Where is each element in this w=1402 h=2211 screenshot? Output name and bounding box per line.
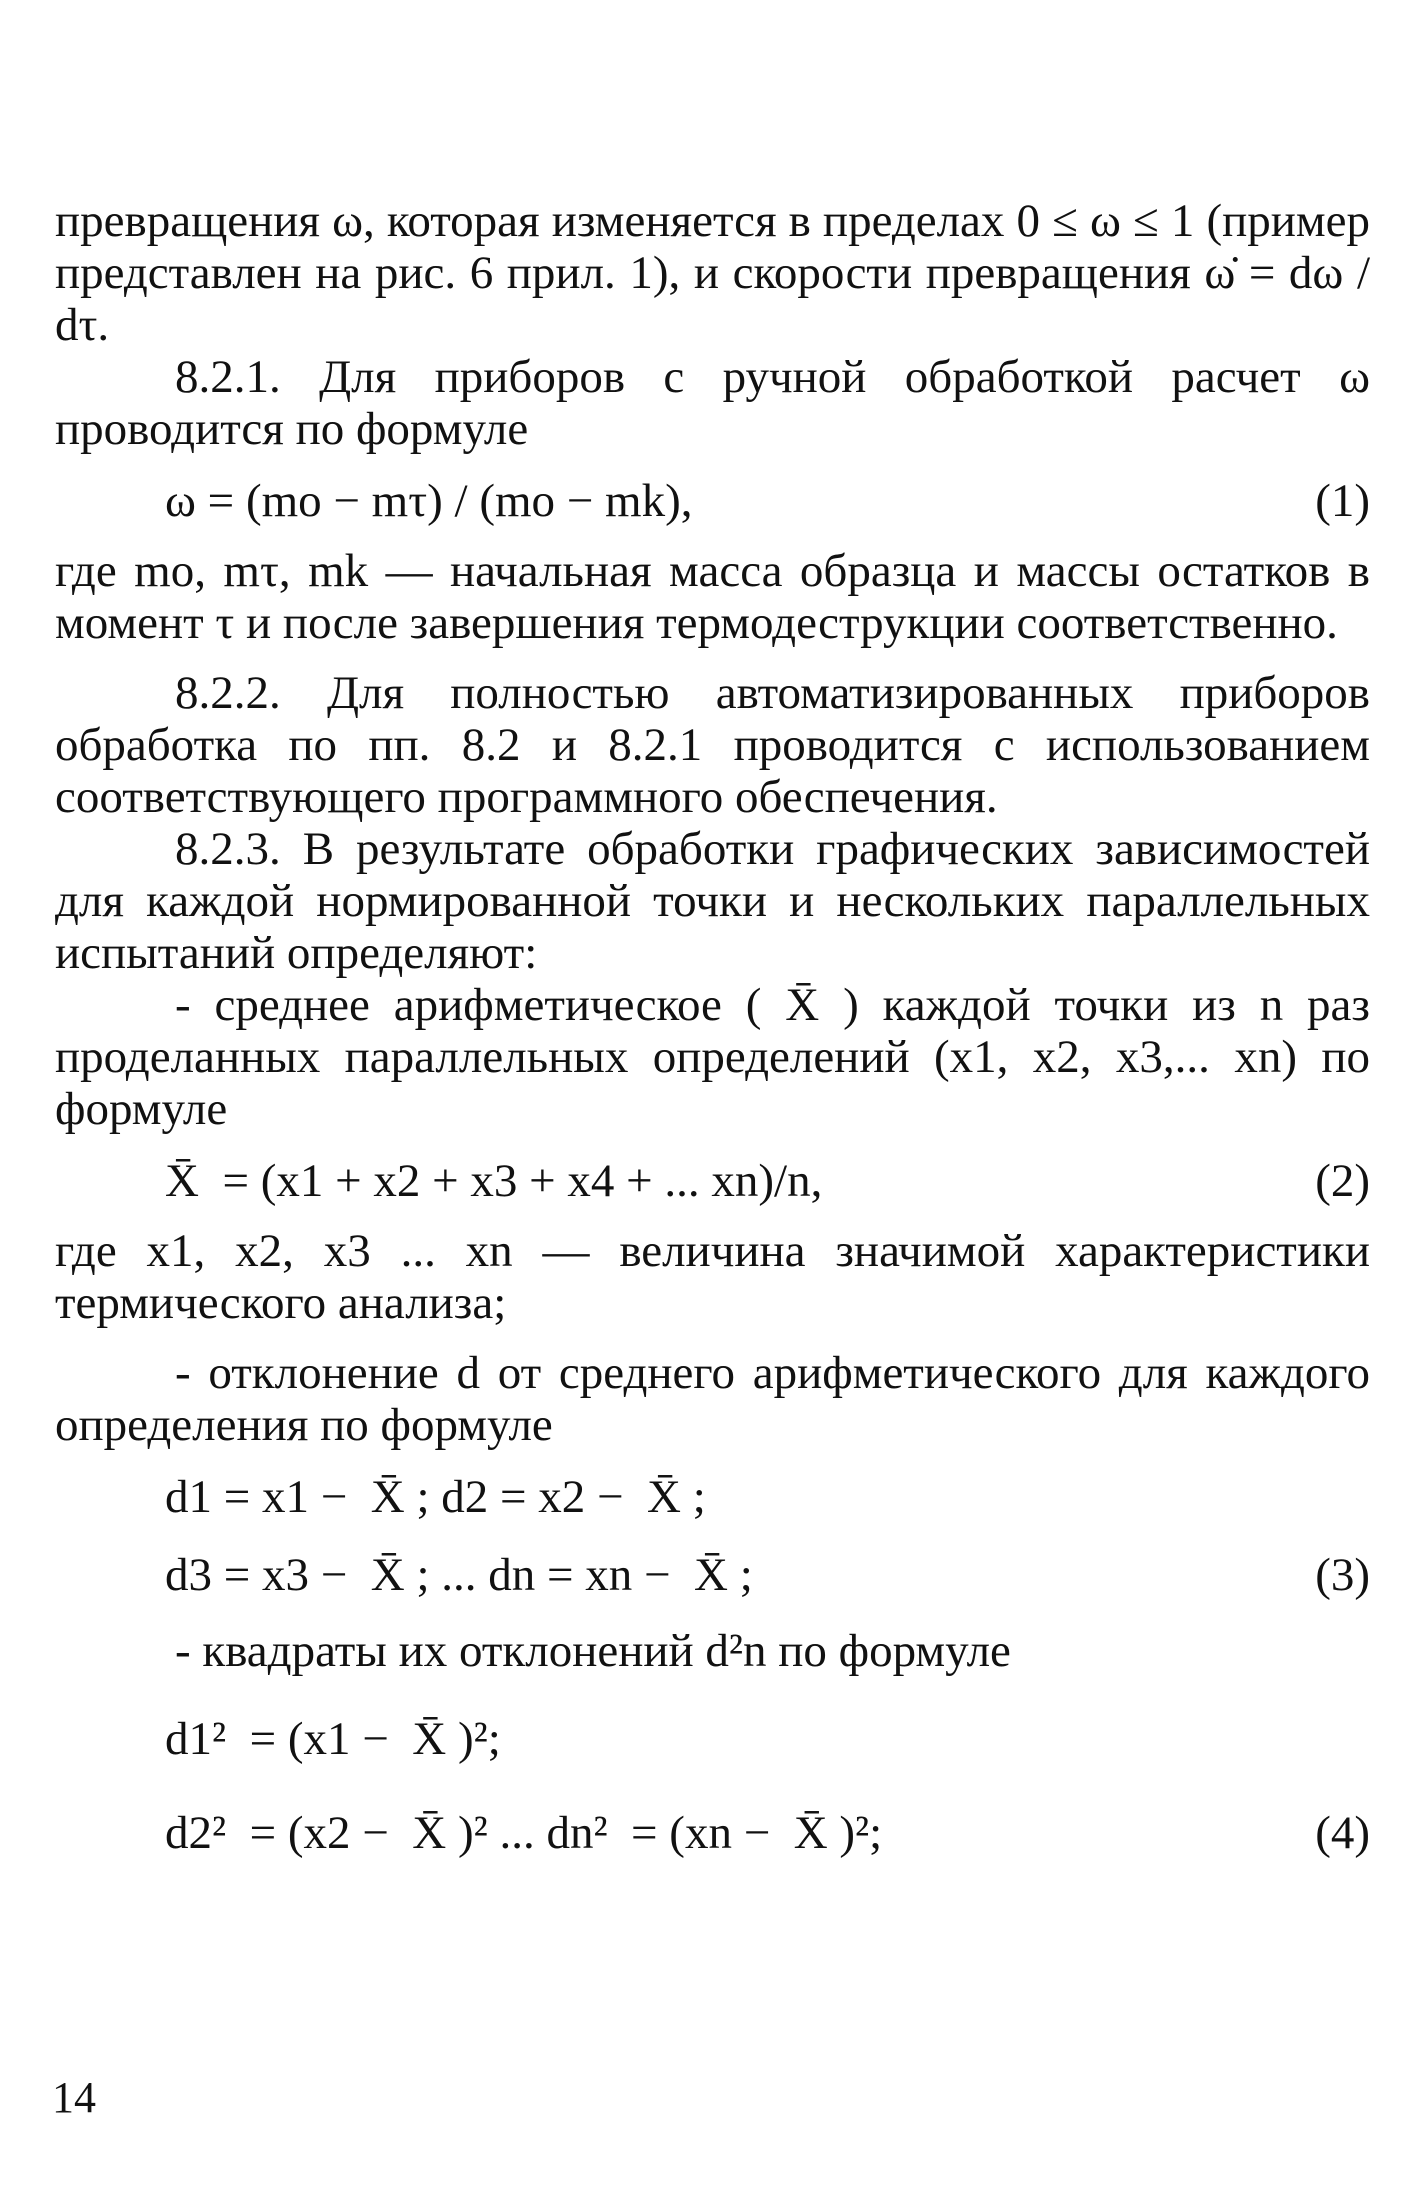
- formula-2-number: (2): [1315, 1155, 1370, 1207]
- formula-4b-expression: d2² = (x2 − X̄ )² ... dn² = (xn − X̄ )²;: [165, 1807, 883, 1859]
- document-page: [55, 195, 1370, 1877]
- formula-3-line-1: [55, 1465, 1370, 1529]
- formula-4a-expression: d1² = (x1 − X̄ )²;: [165, 1713, 501, 1765]
- paragraph-intro: превращения ω, которая изменяется в пределах 0 ≤ ω ≤ 1 (пример представлен на рис. 6 прил. 1), и скорости превращения ω̇ = dω / dτ.: [55, 195, 1370, 351]
- formula-4-line-1: [55, 1707, 1370, 1771]
- formula-3-line-2: [55, 1543, 1370, 1607]
- formula-3a-expression: d1 = x1 − X̄ ; d2 = x2 − X̄ ;: [165, 1471, 706, 1523]
- bullet-squares: - квадраты их отклонений d²n по формуле: [175, 1625, 1011, 1677]
- formula-1-number: (1): [1315, 475, 1370, 527]
- bullet-mean: - среднее арифметическое ( X̄ ) каждой точки из n раз проделанных параллельных определений (x1, x2, x3,... xn) по формуле: [55, 979, 1370, 1135]
- page-number: 14: [52, 2073, 96, 2122]
- formula-4-line-2: [55, 1801, 1370, 1865]
- formula-3b-expression: d3 = x3 − X̄ ; ... dn = xn − X̄ ;: [165, 1549, 753, 1601]
- paragraph-8-2-3: 8.2.3. В результате обработки графических зависимостей для каждой нормированной точки и нескольких параллельных испытаний определяют:: [55, 823, 1370, 979]
- formula-2: [55, 1149, 1370, 1213]
- paragraph-8-2-1: 8.2.1. Для приборов с ручной обработкой расчет ω проводится по формуле: [55, 351, 1370, 455]
- paragraph-x-definitions: где x1, x2, x3 ... xn — величина значимой характеристики термического анализа;: [55, 1225, 1370, 1329]
- formula-2-expression: X̄ = (x1 + x2 + x3 + x4 + ... xn)/n,: [165, 1155, 823, 1207]
- paragraph-8-2-2: 8.2.2. Для полностью автоматизированных приборов обработка по пп. 8.2 и 8.2.1 проводится с использованием соответствующего программного обеспечения.: [55, 667, 1370, 823]
- formula-3b-number: (3): [1315, 1549, 1370, 1601]
- formula-1-expression: ω = (mo − mτ) / (mo − mk),: [165, 475, 693, 527]
- bullet-deviation: - отклонение d от среднего арифметического для каждого определения по формуле: [55, 1347, 1370, 1451]
- formula-4b-number: (4): [1315, 1807, 1370, 1859]
- paragraph-mass-definitions: где mo, mτ, mk — начальная масса образца и массы остатков в момент τ и после завершения термодеструкции соответственно.: [55, 545, 1370, 649]
- formula-1: [55, 469, 1370, 533]
